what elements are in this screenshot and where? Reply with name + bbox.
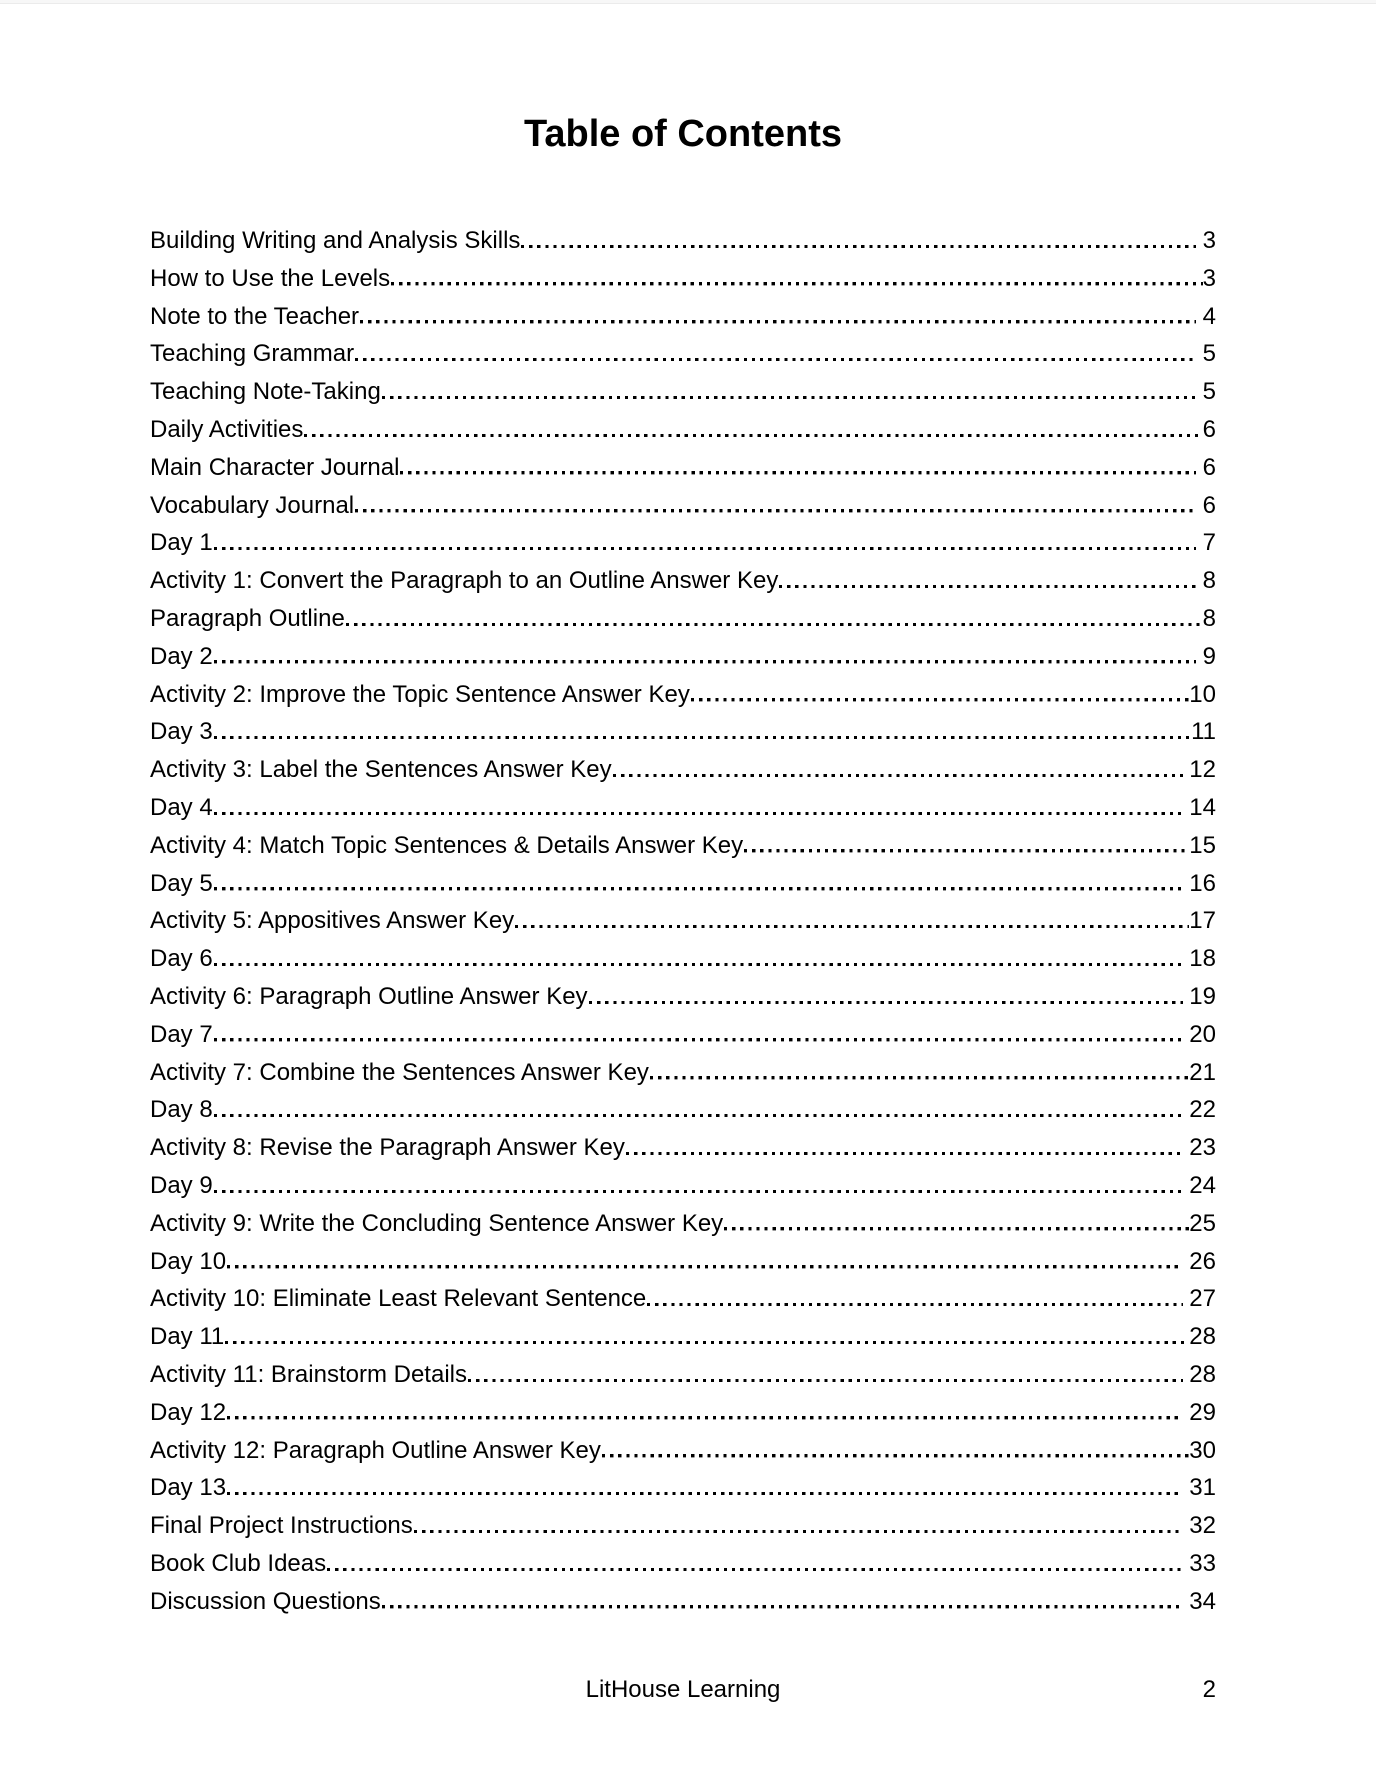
toc-entry xyxy=(150,1469,1216,1507)
toc-dot-leader xyxy=(613,774,1183,777)
toc-entry xyxy=(150,751,1216,789)
toc-entry-page: 6 xyxy=(1195,491,1216,519)
page-title: Table of Contents xyxy=(523,113,843,155)
toc-entry-label: Day 7 xyxy=(150,1020,213,1048)
toc-entry-label: Main Character Journal xyxy=(150,453,400,481)
toc-entry-label: Activity 7: Combine the Sentences Answer Key xyxy=(150,1058,649,1086)
toc-entry xyxy=(150,940,1216,978)
toc-entry-label: Teaching Grammar xyxy=(150,340,355,368)
toc-entry-label: Day 1 xyxy=(150,529,213,557)
toc-entry-page: 10 xyxy=(1189,680,1216,708)
toc-entry-label: Activity 9: Write the Concluding Sentence Answer Key xyxy=(150,1209,724,1237)
toc-dot-leader xyxy=(382,1605,1183,1608)
toc-entry xyxy=(150,260,1216,298)
toc-entry-page: 5 xyxy=(1195,378,1216,406)
toc-entry-page: 7 xyxy=(1195,529,1216,557)
toc-dot-leader xyxy=(724,1227,1189,1230)
toc-entry-page: 28 xyxy=(1182,1360,1216,1388)
toc-entry-label: Daily Activities xyxy=(150,415,304,443)
toc-entry-label: Day 13 xyxy=(150,1474,227,1502)
toc-dot-leader xyxy=(515,925,1189,928)
toc-entry xyxy=(150,789,1216,827)
toc-dot-leader xyxy=(468,1379,1183,1382)
toc-entry-page: 26 xyxy=(1182,1247,1216,1275)
toc-entry xyxy=(150,1054,1216,1092)
page-top-edge xyxy=(0,0,1376,4)
toc-entry-label: Paragraph Outline xyxy=(150,604,345,632)
page-footer xyxy=(150,1676,1216,1704)
toc-dot-leader xyxy=(414,1530,1183,1533)
toc-entry xyxy=(150,1583,1216,1621)
toc-dot-leader xyxy=(626,1152,1183,1155)
toc-entry xyxy=(150,373,1216,411)
toc-entry-label: Day 10 xyxy=(150,1247,227,1275)
toc-entry-label: Activity 11: Brainstorm Details xyxy=(150,1360,467,1388)
toc-dot-leader xyxy=(360,320,1196,323)
toc-entry xyxy=(150,298,1216,336)
toc-entry-page: 24 xyxy=(1182,1171,1216,1199)
toc-dot-leader xyxy=(214,963,1183,966)
toc-entry-label: How to Use the Levels xyxy=(150,264,391,292)
toc-dot-leader xyxy=(744,849,1189,852)
toc-entry-label: Day 6 xyxy=(150,945,213,973)
toc-entry-label: Day 2 xyxy=(150,642,213,670)
toc-dot-leader xyxy=(391,282,1203,285)
toc-dot-leader xyxy=(589,1001,1183,1004)
toc-dot-leader xyxy=(304,434,1202,437)
toc-entry-page: 11 xyxy=(1191,718,1216,746)
toc-entry-label: Activity 4: Match Topic Sentences & Details Answer Key xyxy=(150,831,744,859)
toc-entry-page: 23 xyxy=(1182,1134,1216,1162)
toc-dot-leader xyxy=(779,585,1196,588)
toc-list xyxy=(150,222,1216,1620)
toc-entry-label: Day 3 xyxy=(150,718,213,746)
toc-dot-leader xyxy=(355,358,1196,361)
toc-dot-leader xyxy=(650,1076,1189,1079)
toc-entry-label: Day 11 xyxy=(150,1323,225,1351)
toc-entry xyxy=(150,638,1216,676)
toc-dot-leader xyxy=(227,1492,1183,1495)
toc-entry-page: 20 xyxy=(1182,1020,1216,1048)
toc-entry xyxy=(150,1507,1216,1545)
toc-entry-page: 8 xyxy=(1202,604,1216,632)
toc-entry-page: 17 xyxy=(1189,907,1216,935)
toc-entry-page: 29 xyxy=(1182,1398,1216,1426)
toc-dot-leader xyxy=(327,1568,1183,1571)
toc-dot-leader xyxy=(227,1416,1183,1419)
toc-dot-leader xyxy=(602,1454,1189,1457)
toc-entry xyxy=(150,1432,1216,1470)
toc-entry-label: Final Project Instructions xyxy=(150,1512,413,1540)
toc-entry-page: 6 xyxy=(1202,415,1216,443)
toc-entry-label: Day 5 xyxy=(150,869,213,897)
toc-entry-label: Day 9 xyxy=(150,1171,213,1199)
toc-dot-leader xyxy=(214,736,1191,739)
toc-entry-label: Teaching Note-Taking xyxy=(150,378,381,406)
toc-entry xyxy=(150,1394,1216,1432)
toc-entry xyxy=(150,1016,1216,1054)
toc-entry xyxy=(150,1129,1216,1167)
toc-entry-label: Activity 5: Appositives Answer Key xyxy=(150,907,515,935)
toc-entry-label: Day 12 xyxy=(150,1398,227,1426)
toc-entry-page: 14 xyxy=(1182,793,1216,821)
toc-entry-label: Activity 8: Revise the Paragraph Answer Key xyxy=(150,1134,625,1162)
toc-entry xyxy=(150,676,1216,714)
toc-entry-page: 6 xyxy=(1195,453,1216,481)
toc-dot-leader xyxy=(214,660,1196,663)
toc-entry-page: 21 xyxy=(1189,1058,1216,1086)
toc-entry-page: 16 xyxy=(1182,869,1216,897)
toc-entry xyxy=(150,865,1216,903)
toc-entry-label: Activity 12: Paragraph Outline Answer Key xyxy=(150,1436,601,1464)
toc-entry-label: Activity 6: Paragraph Outline Answer Key xyxy=(150,982,588,1010)
toc-entry-page: 8 xyxy=(1195,567,1216,595)
toc-entry xyxy=(150,222,1216,260)
toc-entry-page: 27 xyxy=(1182,1285,1216,1313)
toc-entry xyxy=(150,1167,1216,1205)
toc-dot-leader xyxy=(227,1265,1183,1268)
toc-entry-page: 18 xyxy=(1182,945,1216,973)
toc-entry xyxy=(150,713,1216,751)
toc-entry xyxy=(150,1243,1216,1281)
toc-entry-page: 4 xyxy=(1195,302,1216,330)
toc-dot-leader xyxy=(214,547,1196,550)
toc-entry xyxy=(150,978,1216,1016)
toc-entry xyxy=(150,487,1216,525)
footer-page-number: 2 xyxy=(1202,1676,1216,1704)
toc-dot-leader xyxy=(355,509,1196,512)
toc-entry xyxy=(150,335,1216,373)
toc-dot-leader xyxy=(214,887,1183,890)
toc-entry-page: 12 xyxy=(1182,756,1216,784)
toc-dot-leader xyxy=(382,396,1196,399)
toc-entry xyxy=(150,600,1216,638)
toc-entry-page: 34 xyxy=(1182,1587,1216,1615)
toc-entry-label: Day 4 xyxy=(150,793,213,821)
toc-entry-label: Activity 1: Convert the Paragraph to an Outline Answer Key xyxy=(150,567,779,595)
toc-entry-page: 32 xyxy=(1182,1512,1216,1540)
toc-dot-leader xyxy=(400,471,1196,474)
toc-entry-label: Day 8 xyxy=(150,1096,213,1124)
toc-entry xyxy=(150,1091,1216,1129)
toc-entry-page: 3 xyxy=(1202,264,1216,292)
toc-dot-leader xyxy=(225,1341,1189,1344)
toc-entry-label: Building Writing and Analysis Skills xyxy=(150,227,521,254)
toc-entry-label: Book Club Ideas xyxy=(150,1549,327,1577)
toc-entry-page: 22 xyxy=(1182,1096,1216,1124)
toc-entry xyxy=(150,524,1216,562)
toc-entry xyxy=(150,827,1216,865)
toc-dot-leader xyxy=(521,245,1196,248)
toc-dot-leader xyxy=(214,1114,1183,1117)
toc-entry xyxy=(150,1280,1216,1318)
toc-entry-label: Discussion Questions xyxy=(150,1587,381,1615)
toc-entry xyxy=(150,1318,1216,1356)
toc-entry-page: 5 xyxy=(1195,340,1216,368)
toc-entry-label: Vocabulary Journal xyxy=(150,491,355,519)
toc-dot-leader xyxy=(214,1038,1183,1041)
toc-dot-leader xyxy=(214,812,1183,815)
toc-entry-page: 30 xyxy=(1189,1436,1216,1464)
toc-entry-page: 31 xyxy=(1182,1474,1216,1502)
toc-entry-page: 28 xyxy=(1189,1323,1216,1351)
toc-entry xyxy=(150,902,1216,940)
toc-dot-leader xyxy=(647,1303,1182,1306)
toc-entry-label: Note to the Teacher xyxy=(150,302,360,330)
toc-dot-leader xyxy=(214,1190,1183,1193)
toc-entry-label: Activity 10: Eliminate Least Relevant Sentence xyxy=(150,1285,647,1313)
toc-entry-page: 33 xyxy=(1182,1549,1216,1577)
toc-entry xyxy=(150,411,1216,449)
toc-dot-leader xyxy=(346,623,1203,626)
toc-entry xyxy=(150,1356,1216,1394)
toc-entry xyxy=(150,562,1216,600)
toc-entry-page: 25 xyxy=(1189,1209,1216,1237)
toc-entry-page: 15 xyxy=(1189,831,1216,859)
toc-entry-label: Activity 2: Improve the Topic Sentence Answer Key xyxy=(150,680,690,708)
toc-entry xyxy=(150,449,1216,487)
toc-entry-page: 9 xyxy=(1195,642,1216,670)
toc-entry-page: 3 xyxy=(1195,227,1216,254)
toc-dot-leader xyxy=(691,698,1189,701)
footer-brand: LitHouse Learning xyxy=(585,1676,781,1704)
toc-entry xyxy=(150,1545,1216,1583)
toc-entry-label: Activity 3: Label the Sentences Answer Key xyxy=(150,756,612,784)
toc-entry xyxy=(150,1205,1216,1243)
toc-entry-page: 19 xyxy=(1182,982,1216,1010)
